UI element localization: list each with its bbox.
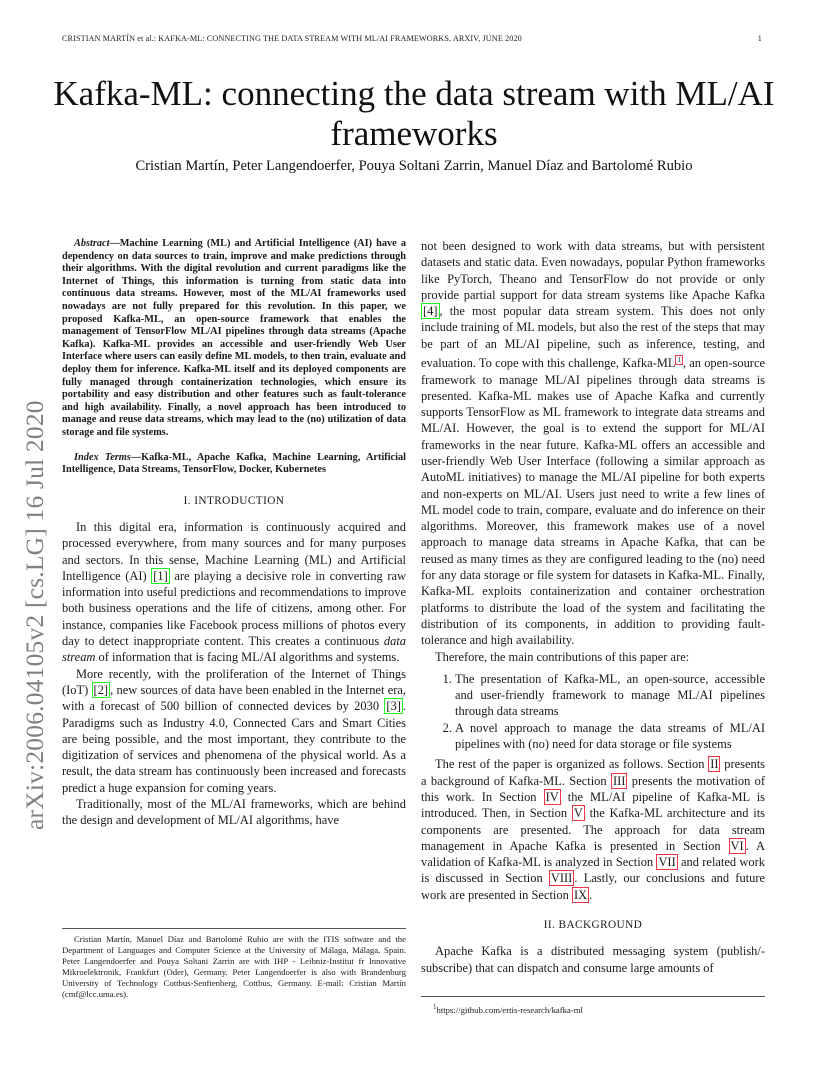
text-run: presents a background of Kafka-ML. Section [421, 757, 765, 788]
text-run: not been designed to work with data streams, but with persistent datasets and static data. Even nowadays, popular Python frameworks like PyTorch, Theano and TensorFlow do not provide or only provide partial support for data stream systems like Apache Kafka [421, 239, 765, 302]
emphasis-text: data stream [62, 634, 406, 665]
right-paragraph-2: Therefore, the main contributions of this paper are: [435, 649, 690, 664]
text-run: of information that is facing ML/AI algorithms and systems. [95, 650, 400, 665]
section-link[interactable]: VI [730, 838, 744, 853]
section-link[interactable]: IV [545, 789, 559, 804]
affiliation-footnote: Cristian Martín, Manuel Díaz and Bartolomé Rubio are with the ITIS software and the Department of Languages and Computer Science at the University of Málaga, Málaga, Spain. Peter Langendoerfer and Pouya Soltani Zarrin are with IHP - Leibniz-Institut fr Innovative Mikroelektronik, Frankfurt (Oder), Germany. Peter Langendoerfer is also with Brandenburg University of Technology Cottbus-Senftenberg, Cottbus, Germany. E-mail: Cristian Martín (cmf@lcc.uma.es). [62, 928, 406, 999]
paper-title [40, 74, 788, 154]
text-run: the Kafka-ML architecture and its components are presented. The approach for data stream management in Apache Kafka is presented in Section [421, 806, 766, 853]
section-link[interactable]: V [573, 806, 583, 821]
footnote-link[interactable]: 1 [677, 356, 681, 365]
footnote-mark: 1 [433, 1003, 437, 1011]
right-column [421, 238, 765, 976]
text-run: , an open-source framework to manage ML/AI pipelines through data streams is presented. Kafka-ML makes use of Apache Kafka and currently supports TensorFlow as ML framework to integrate data streams and ML/AI. However, the goal is to extend the support for ML/AI frameworks in the near future. Kafka-ML offers an accessible and user-friendly Web User Interface (following a similar approach as AutoML initiatives) to manage the ML/AI pipeline for both experts and non-experts on ML/AI. Users just need to write a few lines of ML model code to train, compare, evaluate and do inference on their algorithms. Moreover, this framework makes use of a novel approach to manage data streams in Apache Kafka, that can be reused as many times as they are configured leading to the (no) need for any data storage or file system for datasets in Kafka-ML. Finally, Kafka-ML exploits containerization and container orchestration platforms to distribute the load of the system and facilitating the distribution of its components, in addition to providing fault-tolerance and high availability. [421, 356, 765, 648]
url-footnote [421, 996, 765, 1016]
abstract [62, 238, 406, 440]
text-run: . [589, 887, 593, 902]
title-line-2: frameworks [330, 114, 498, 153]
text-run: the ML/AI pipeline of Kafka-ML is introduced. Then, in Section [421, 789, 766, 821]
section-link[interactable]: III [612, 773, 626, 788]
running-head [62, 34, 762, 43]
running-head-text: CRISTIAN MARTÍN et al.: KAFKA-ML: CONNECTING THE DATA STREAM WITH ML/AI FRAMEWORKS, ARXIV, JUNE 2020 [62, 34, 522, 43]
title-line-1: Kafka-ML: connecting the data stream with ML/AI [53, 74, 775, 113]
text-run: presents the motivation of this work. In Section [421, 773, 765, 804]
intro-paragraph-1 [62, 519, 406, 666]
text-run: More recently, with the proliferation of the Internet of Things (IoT) [62, 666, 406, 697]
citation-link[interactable]: [3] [386, 699, 401, 714]
text-run: . Lastly, our conclusions and future work are presented in Section [421, 871, 765, 902]
section-link[interactable]: VII [658, 855, 676, 870]
right-paragraph-3 [421, 756, 765, 903]
section-link[interactable]: II [710, 757, 719, 772]
section-heading-background: II. BACKGROUND [543, 919, 643, 932]
intro-paragraph-2 [62, 666, 406, 796]
background-paragraph-1: Apache Kafka is a distributed messaging system (publish/-subscribe) that can dispatch and consume large amounts of [421, 944, 765, 975]
contribution-item: 1. The presentation of Kafka-ML, an open-source, accessible and user-friendly framework to manage ML/AI pipelines through data streams [455, 671, 765, 720]
author-list: Cristian Martín, Peter Langendoerfer, Pouya Soltani Zarrin, Manuel Díaz and Bartolomé Rubio [135, 158, 693, 174]
left-column [62, 238, 406, 829]
section-heading-introduction: I. INTRODUCTION [183, 494, 285, 507]
section-link[interactable]: VIII [550, 871, 573, 886]
index-terms-label: Index Terms [74, 451, 131, 463]
text-run: . Paradigms such as Industry 4.0, Connected Cars and Smart Cities are being possible, and the most important, they contribute to the digitization of services and phenomena of the physical world. As a result, the data stream has continuously been increased and forecasts predict a huge expansion for coming years. [62, 699, 406, 795]
citation-link[interactable]: [2] [93, 682, 109, 697]
abstract-label: Abstract [74, 238, 110, 249]
index-terms [62, 452, 406, 477]
footnote-url[interactable]: https://github.com/ertis-research/kafka-ml [436, 1004, 583, 1015]
text-run: are playing a decisive role in converting raw information into useful predictions and recommendations to improve both business operations and the life of citizens, among other. For instance, companies like Facebook process millions of photos every day to detect inappropriate content. This creates a continuous [62, 568, 406, 649]
text-run: The rest of the paper is organized as follows. Section [435, 757, 709, 772]
abstract-text: —Machine Learning (ML) and Artificial Intelligence (AI) have a dependency on data sources to train, improve and make predictions through their algorithms. With the digital revolution and current paradigms like the Internet of Things, this information is turning from static data into continuous data streams. However, most of the ML/AI frameworks used nowadays are not fully prepared for this revolution. In this paper, we proposed Kafka-ML, an open-source framework that enables the management of TensorFlow ML/AI pipelines through data streams (Apache Kafka). Kafka-ML provides an accessible and user-friendly Web User Interface where users can easily define ML models, to then train, evaluate and deploy them for inference. Kafka-ML itself and its deployed components are fully managed through containerization technologies, which ensure its portability and easy distribution and other features such as fault-tolerance and high availability. Finally, a novel approach has been introduced to manage and reuse data streams, which may lead to the (no) utilization of data storage and file systems. [62, 238, 406, 438]
citation-link[interactable]: [1] [153, 568, 168, 583]
contribution-item: 2. A novel approach to manage the data streams of ML/AI pipelines with (no) need for data storage or file systems [455, 720, 765, 753]
section-link[interactable]: IX [573, 887, 588, 902]
text-run: , new sources of data have been enabled in the Internet era, with a forecast of 500 billion of connected devices by 2030 [62, 682, 406, 714]
text-run: In this digital era, information is continuously acquired and processed everywhere, from many sources and for many purposes and sectors. In this sense, Machine Learning (ML) and Artificial Intelligence (AI) [62, 519, 406, 583]
text-run: and related work is discussed in Section [421, 855, 765, 886]
page-number: 1 [757, 34, 762, 43]
index-terms-text: —Kafka-ML, Apache Kafka, Machine Learning, Artificial Intelligence, Data Streams, TensorFlow, Docker, Kubernetes [62, 451, 406, 476]
contributions-list [421, 671, 765, 752]
arxiv-stamp: arXiv:2006.04105v2 [cs.LG] 16 Jul 2020 [20, 400, 49, 830]
intro-paragraph-3: Traditionally, most of the ML/AI frameworks, which are behind the design and development of ML/AI algorithms, have [62, 797, 406, 828]
right-paragraph-1 [421, 238, 765, 649]
text-run: , the most popular data stream system. This does not only include training of ML models, but also the rest of the steps that may be part of an ML/AI pipeline, such as inference, testing, and evaluation. To cope with this challenge, Kafka-ML [421, 304, 765, 371]
text-run: . A validation of Kafka-ML is analyzed in Section [421, 838, 766, 870]
citation-link[interactable]: [4] [423, 304, 438, 319]
